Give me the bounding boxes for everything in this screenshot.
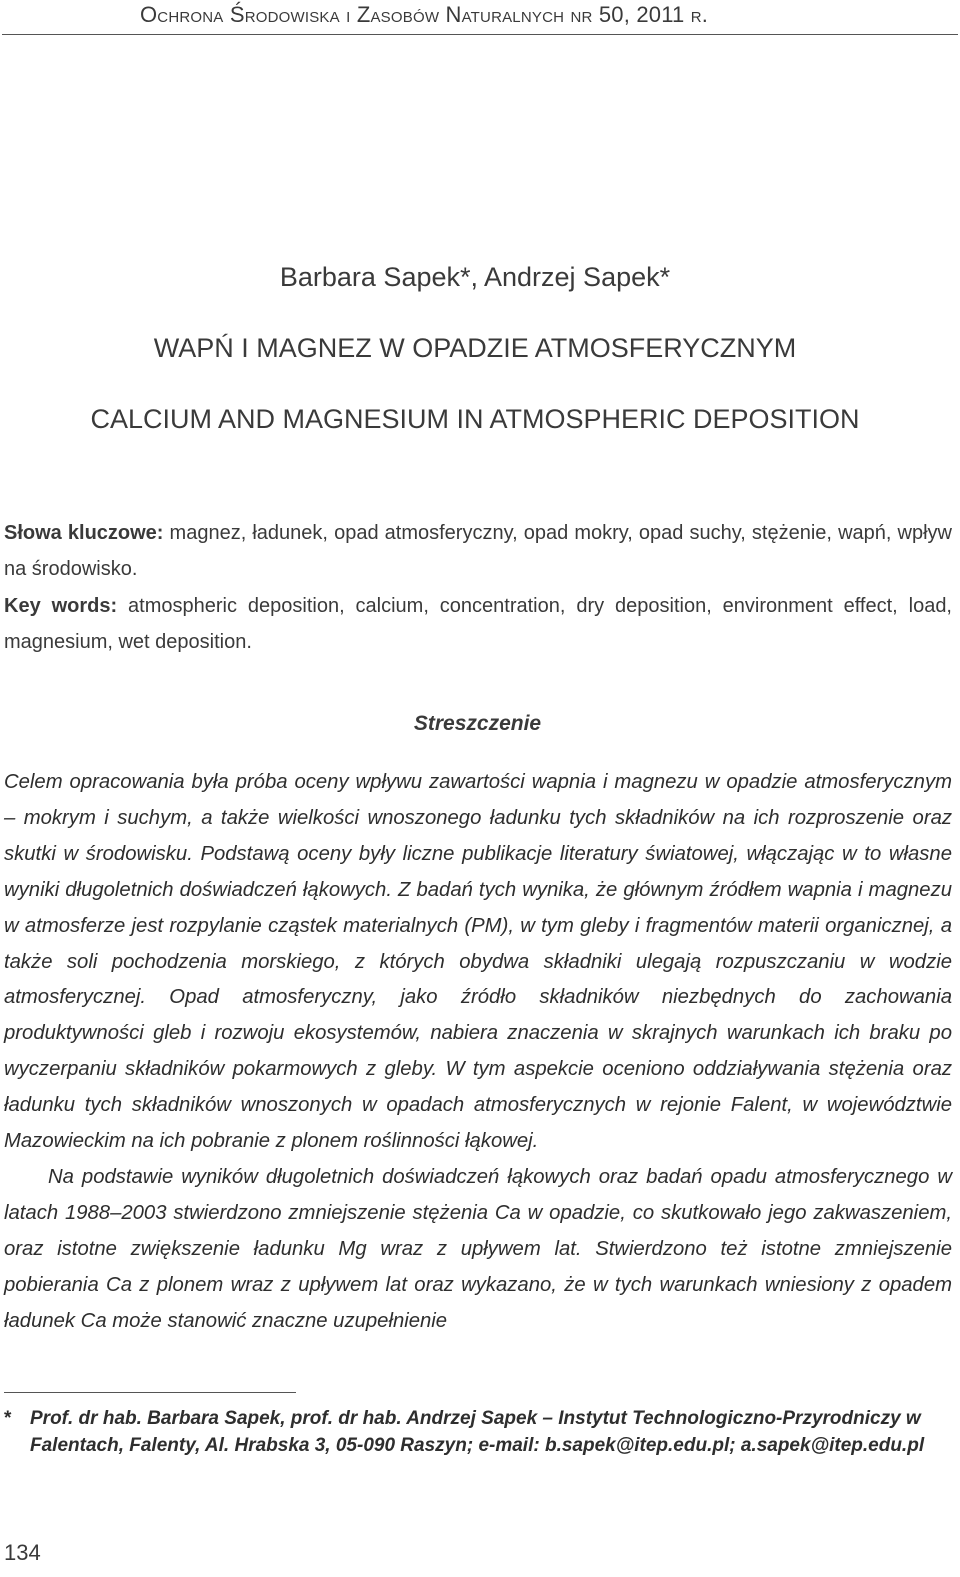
footnote-text: Prof. dr hab. Barbara Sapek, prof. dr hab. Andrzej Sapek – Instytut Technologiczno-Przyrodniczy w Falentach, Falenty, Al. Hrabska 3, 05-090 Raszyn; e-mail: b.sapek@itep.edu.pl; a.sapek@itep.edu.pl	[30, 1408, 925, 1456]
article-title-polish: WAPŃ I MAGNEZ W OPADZIE ATMOSFERYCZNYM	[153, 333, 797, 363]
keywords-english-label: Key words:	[4, 595, 118, 617]
keywords-polish-text: magnez, ładunek, opad atmosferyczny, opad mokry, opad suchy, stężenie, wapń, wpływ na środowisko.	[4, 522, 952, 580]
keywords-english-text: atmospheric deposition, calcium, concentration, dry deposition, environment effect, load, magnesium, wet deposition.	[4, 595, 952, 653]
keywords-polish-label: Słowa kluczowe:	[4, 522, 164, 544]
footnote-divider	[4, 1392, 296, 1393]
footnote-mark: *	[4, 1408, 12, 1429]
abstract-heading: Streszczenie	[413, 712, 542, 735]
page-number: 134	[4, 1540, 41, 1565]
keywords-english	[4, 588, 952, 660]
article-title-english: CALCIUM AND MAGNESIUM IN ATMOSPHERIC DEPOSITION	[90, 404, 860, 434]
keywords-polish	[4, 515, 952, 587]
author-affiliation-footnote	[4, 1406, 944, 1459]
abstract-paragraph-1: Celem opracowania była próba oceny wpływu zawartości wapnia i magnezu w opadzie atmosferycznym – mokrym i suchym, a także wielkości wnoszonego ładunku tych składników na ich rozproszenie oraz skutki w środowisku. Podstawą oceny były liczne publikacje literatury światowej, włączając w to własne wyniki długoletnich doświadczeń łąkowych. Z badań tych wynika, że głównym źródłem wapnia i magnezu w atmosferze jest rozpylanie cząstek materialnych (PM), w tym gleby i fragmentów materii organicznej, a także soli pochodzenia morskiego, z których obydwa składniki ulegają rozpuszczaniu w wodzie atmosferycznej. Opad atmosferyczny, jako źródło składników niezbędnych do zachowania produktywności gleb i rozwoju ekosystemów, nabiera znaczenia w skrajnych warunkach ich braku po wyczerpaniu składników pokarmowych z gleby. W tym aspekcie oceniono oddziaływania stężenia oraz ładunku tych składników wnoszonych w opadach atmosferycznych w rejonie Falent, w województwie Mazowieckim na ich pobranie z plonem roślinności łąkowej.	[4, 771, 952, 1153]
header-divider	[2, 34, 958, 35]
article-authors: Barbara Sapek*, Andrzej Sapek*	[279, 262, 671, 292]
abstract-paragraph-2: Na podstawie wyników długoletnich doświadczeń łąkowych oraz badań opadu atmosferycznego w latach 1988–2003 stwierdzono zmniejszenie stężenia Ca w opadzie, co skutkowało jego zakwaszeniem, oraz istotne zwiększenie ładunku Mg wraz z upływem lat. Stwierdzono też istotne zmniejszenie pobierania Ca z plonem wraz z upływem lat oraz wykazano, że w tych warunkach wniesiony z opadem ładunek Ca może stanowić znaczne uzupełnienie	[4, 1165, 952, 1332]
journal-header: Ochrona Środowiska i Zasobów Naturalnych nr 50, 2011 r.	[140, 2, 709, 27]
abstract-body	[4, 765, 952, 1340]
